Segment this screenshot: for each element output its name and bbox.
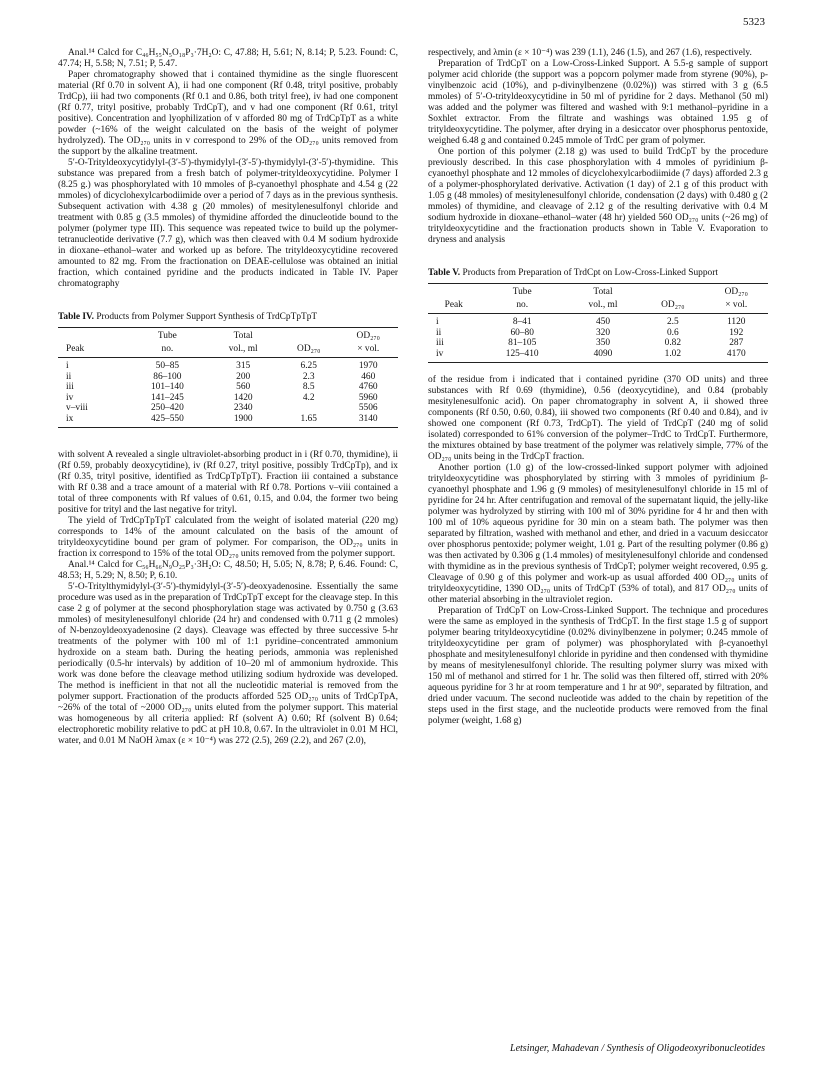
table-cell: 1420 [233, 392, 253, 403]
table-row [58, 372, 398, 383]
column-header: OD₂₇₀ [705, 284, 768, 299]
table-cell: 200 [236, 371, 251, 382]
table-row [58, 414, 398, 428]
paragraph: Another portion (1.0 g) of the low-crossed-linked support polymer with adjoined trityldeoxycytidine was phosphorylated by stirring with 3 mmoles of pyridinium β-cyanoethyl phosphate and 1.96 g (9 mmoles) of mesitylenesulfonyl chloride in 15 ml of pyridine for 24 hr. After centrifugation and removal of the supernatant liquid, the jelly-like polymer was hydrolyzed by stirring with 100 ml of 30% pyridine for 4 hr and then with 100 ml of 10% aqueous pyridine for 30 min on a steam bath. The polymer was then separated by filtration, washed with methanol and ether, and dried in a vacuum desiccator over phosphorus pentoxide; polymer weight, 1.01 g. Part of the resulting polymer (0.86 g) was then activated by 0.306 g (1.4 mmoles) of mesitylenesulfonyl chloride and condensed with thymidine as in the previous synthesis of TrdCpT; polymer weight recovered, 0.95 g. Cleavage of 0.90 g of this polymer and work-up as usual afforded 400 OD₂₇₀ units of trityldeoxycytidine, 1390 OD₂₇₀ units of TrdCpT (53% of total), and 817 OD₂₇₀ units of other material absorbing in the ultraviolet region. [428, 463, 768, 605]
table-row [428, 349, 768, 363]
table-cell: 125–410 [480, 349, 565, 363]
table-caption [58, 312, 398, 323]
paragraph: Anal.¹⁴ Calcd for C₅₆H₆₆N₉O₂₅P₃·3H₂O: C, 48.50; H, 5.05; N, 8.78; P, 6.46. Found: C, 48.53; H, 5.29; N, 8.50; P, 6.10. [58, 560, 398, 581]
table-cell: 5506 [358, 403, 378, 413]
column-header: no. [480, 299, 565, 314]
table-cell [279, 403, 338, 414]
table-cell: ix [58, 414, 127, 428]
paragraph: 5′-O-Tritylthymidylyl-(3′-5′)-thymidylyl-(3′-5′)-deoxyadenosine. Essentially the same procedure was used as in the preparation of TrdCpTpT except for the cleavage step. In this case 2 g of polymer at the second phosphorylation stage was activated by 0.750 g (3.63 mmoles) of mesitylenesulfonyl chloride (24 hr) and condensed with 0.711 g (2 mmoles) of N-benzoyldeoxyadenosine (2 days). Cleavage was effected by three successive 5-hr treatments of the polymer with 100 ml of 1:1 pyridine–concentrated ammonium hydroxide on a steam bath. During the heating periods, ammonia was replenished periodically (0.5-hr intervals) by addition of 10–20 ml of ammonium hydroxide. This work was done before the cleavage method utilizing sodium hydroxide was developed. The method is inefficient in that not all the nucleotidic material is removed from the polymer support. Fractionation of the products afforded 525 OD₂₇₀ units of TrdCpTpA, ~26% of the total of ~2000 OD₂₇₀ units eluted from the polymer support. This material was homogeneous by all criteria applied: Rf (solvent A) 0.60; Rf (solvent B) 0.64; electrophoretic mobility relative to pdC at pH 10.8, 0.67. In the ultraviolet in 0.01 M HCl, water, and 0.01 M NaOH λmax (ε × 10⁻⁴) was 272 (2.5), 269 (2.2), and 267 (2.0), [58, 582, 398, 746]
column-header: × vol. [338, 343, 398, 358]
column-header: Tube [480, 284, 565, 299]
table-cell: 350 [595, 338, 611, 348]
left-paragraphs-bottom [58, 450, 398, 747]
table-cell: 60–80 [510, 327, 534, 338]
table-cell: v–viii [66, 403, 88, 413]
table-cell: 1.02 [641, 349, 704, 363]
table-caption [428, 268, 768, 279]
table-label: Table IV. [58, 312, 94, 322]
data-table [58, 327, 398, 428]
paragraph: of the residue from i indicated that i contained pyridine (370 OD units) and three substances with Rf 0.69 (thymidine), 0.56 (deoxycytidine), and 0.84 (probably mesitylenesulfonic acid). On paper chromatography in solvent A, ii showed three components (Rf 0.50, 0.60, 0.84), iii showed two components (Rf 0.40 and 0.84), and iv showed one component (Rf 0.73, TrdCpT). The yield of TrdCpT (240 mg of solid isolated) corresponded to 61% conversion of the polymer–TrdC to TrdCpT. Furthermore, the mixtures obtained by base treatment of the polymer was relatively simple, 77% of the OD₂₇₀ units being in the TrdCpT fraction. [428, 375, 768, 462]
table-cell: 1970 [358, 361, 378, 371]
right-paragraphs-bottom [428, 375, 768, 727]
column-header: Tube [127, 328, 207, 343]
table-v [428, 268, 768, 363]
table-cell: ii [436, 327, 442, 338]
table-cell: 1120 [727, 317, 746, 327]
column-header: OD₂₇₀ [279, 343, 338, 358]
table-cell: i [436, 317, 439, 327]
table-cell: i [66, 361, 69, 371]
table-cell: 50–85 [155, 361, 180, 371]
table-cell: 8.5 [302, 382, 315, 392]
paragraph: with solvent A revealed a single ultraviolet-absorbing product in i (Rf 0.70, thymidine), ii (Rf 0.59, probably deoxycytidine), iv (Rf 0.27, trityl positive, possibly TrdCpTp), and ix (Rf 0.35, trityl positive, identified as TrdCpTpTpT). Fraction iii contained a substance with Rf 0.38 and a trace amount of a material with Rf 0.78. Portions v–viii contained a total of three components with Rf values of 0.61, 0.15, and 0.04, the former two being positive for trityl and the last negative for trityl. [58, 450, 398, 515]
column-header [58, 328, 127, 343]
running-footer: Letsinger, Mahadevan / Synthesis of Oligodeoxyribonucleotides [510, 1043, 765, 1054]
column-header: no. [127, 343, 207, 358]
table-cell: 192 [729, 327, 744, 338]
table-title: Products from Polymer Support Synthesis of TrdCpTpTpT [96, 312, 318, 322]
paragraph: One portion of this polymer (2.18 g) was used to build TrdCpT by the procedure previously described. In this case phosphorylation with 4 mmoles of pyridinium β-cyanoethyl phosphate and 12 mmoles of dicyclohexylcarbodiimide (7 days) afforded 2.3 g of a polymer-phosphorylated derivative. Activation (1 day) of 2.1 g of this product with 1.05 g (48 mmoles) of mesitylenesulfonyl chloride, condensation (2 days) with 0.480 g (2 mmoles) of thymidine, and cleavage of 2.12 g of the resulting derivative with 0.4 M sodium hydroxide in dioxane–ethanol–water (48 hr) yielded 560 OD₂₇₀ units (~26 mg) of trityldeoxycytidine and the fractionation products shown in Table V. Evaporation to dryness and analysis [428, 147, 768, 245]
table-cell: iv [66, 392, 74, 403]
column-header: OD₂₇₀ [338, 328, 398, 343]
table-cell: 86–100 [153, 371, 182, 382]
table-cell: 315 [236, 361, 251, 371]
table-cell: 141–245 [150, 392, 184, 403]
column-header [279, 328, 338, 343]
table-cell: iv [428, 349, 480, 363]
table-cell: iii [66, 382, 74, 392]
table-cell: 0.82 [664, 338, 682, 348]
paragraph: Preparation of TrdCpT on a Low-Cross-Linked Support. A 5.5-g sample of support polymer acid chloride (the support was a popcorn polymer made from styrene (90%), p-vinylbenzoic acid (10%), and p-divinylbenzene (0.02%)) was stirred with 3 g (6.5 mmoles) of 5′-O-trityldeoxycytidine in 50 ml of pyridine for 2 days. Methanol (50 ml) was added and the polymer was filtered and washed with 9:1 methanol–pyridine in a Soxhlet extractor. From the filtrate and washings was obtained 1.95 g of trityldeoxycytidine. The polymer, after drying in a desiccator over phosphorus pentoxide, weighed 6.48 g and contained 0.245 mmole of TrdC per gram of polymer. [428, 59, 768, 146]
data-table [428, 283, 768, 363]
table-cell: 2.5 [666, 317, 679, 327]
table-cell: 0.6 [666, 327, 679, 338]
table-cell: 2.3 [302, 371, 315, 382]
spacer [58, 440, 398, 450]
table-row [428, 314, 768, 328]
paragraph: Preparation of TrdCpT on Low-Cross-Linked Support. The technique and procedures were the same as employed in the synthesis of TrdCpT. In the first stage 1.5 g of support polymer bearing trityldeoxycytidine (0.02% divinylbenzene in polymer; 0.245 mmole of trityldeoxycytidine per gram of polymer) was phosphorylated with β-cyanoethyl phosphate and mesitylenesulfonyl chloride in pyridine and then condensed with thymidine by means of mesitylenesulfonyl chloride. The resulting polymer slurry was mixed with 150 ml of methanol and stirred for 1 hr. The solid was then filtered off, stirred with 20% aqueous pyridine for 3 hr at room temperature and 1 hr at 90°, separated by filtration, and dried under vacuum. The second nucleotide was added to the chain by repetition of the steps used in the first stage, and the nucleotide products were removed from the final polymer (weight, 1.68 g) [428, 606, 768, 726]
paragraph: Anal.¹⁴ Calcd for C₄₆H₅₅N₅O₁₈P₃·7H₂O: C, 47.88; H, 5.61; N, 8.14; P, 5.23. Found: C, 47.74; H, 5.58; N, 7.51; P, 5.47. [58, 48, 398, 69]
right-column [428, 48, 768, 727]
table-cell: 2340 [233, 403, 253, 413]
table-label: Table V. [428, 268, 461, 278]
paragraph: Paper chromatography showed that i contained thymidine as the single fluorescent material (Rf 0.70 in solvent A), ii had one component (Rf 0.48, trityl positive, probably TrdCp), iii had two components (Rf 0.1 and 0.86, both trityl free), iv had one component (Rf 0.77, trityl positive, probably TrdCpT), and v had one component (Rf 0.61, trityl positive). Concentration and lyophilization of v afforded 80 mg of TrdCpTpT as a white powder (~16% of the weight calculated on the basis of the weight of polymer hydrolyzed). The OD₂₇₀ units in v correspond to 29% of the OD₂₇₀ units removed from the support by the alkaline treatment. [58, 70, 398, 157]
table-cell: iii [436, 338, 444, 348]
column-header: Total [207, 328, 279, 343]
paragraph: The yield of TrdCpTpTpT calculated from the weight of isolated material (220 mg) corresponds to 14% of the amount calculated on the basis of the amount of trityldeoxycytidine bound per gram of polymer. For comparison, the OD₂₇₀ units in fraction ix correspond to 15% of the total OD₂₇₀ units removed from the polymer support. [58, 516, 398, 559]
table-row [58, 403, 398, 414]
table-title: Products from Preparation of TrdCpt on Low-Cross-Linked Support [462, 268, 718, 278]
table-cell: 450 [595, 317, 611, 327]
column-header: vol., ml [207, 343, 279, 358]
left-column [58, 48, 398, 747]
paragraph: 5′-O-Trityldeoxycytidylyl-(3′-5′)-thymidylyl-(3′-5′)-thymidylyl-(3′-5′)-thymidine. This substance was prepared from a fresh batch of polymer-trityldeoxycytidine. Polymer I (8.25 g.) was phosphorylated with 10 mmoles of β-cyanoethyl phosphate and 4.54 g (22 mmoles) of dicyclohexylcarbodiimide over a period of 7 days as in the previous synthesis. Subsequent activation with 4.38 g (20 mmoles) of mesitylenesulfonyl chloride and treatment with 0.85 g (3.5 mmoles) of thymidine afforded the dinucleotide bound to the polymer (polymer type III). This sequence was repeated twice to build up the polymer-tetranucleotide derivative (7.7 g), which was then cleaved with 0.4 M sodium hydroxide in dioxane–ethanol–water and worked up as before. The trityldeoxycytidine recovered amounted to 82 mg. From the fractionation on DEAE-cellulose was obtained an initial fraction, which contained pyridine and the products indicated in Table IV. Paper chromatography [58, 158, 398, 289]
column-header: vol., ml [565, 299, 641, 314]
column-header: Total [565, 284, 641, 299]
table-row [58, 382, 398, 393]
right-paragraphs-top [428, 48, 768, 246]
table-cell: 1900 [207, 414, 279, 428]
table-row [58, 393, 398, 404]
column-header [641, 284, 704, 299]
table-cell: 460 [361, 371, 376, 382]
table-row [428, 338, 768, 349]
table-cell: 4.2 [302, 392, 315, 403]
column-header: × vol. [705, 299, 768, 314]
table-cell: ii [66, 371, 72, 382]
table-iv [58, 312, 398, 428]
table-cell: 320 [595, 327, 611, 338]
table-row [58, 358, 398, 372]
table-cell: 3140 [338, 414, 398, 428]
column-header: Peak [428, 299, 480, 314]
table-cell: 101–140 [150, 382, 184, 392]
table-cell: 8–41 [512, 317, 532, 327]
table-cell: 81–105 [508, 338, 537, 348]
table-cell: 1.65 [279, 414, 338, 428]
table-cell: 250–420 [150, 403, 184, 413]
paragraph: respectively, and λmin (ε × 10⁻⁴) was 239 (1.1), 246 (1.5), and 267 (1.6), respectively. [428, 48, 752, 58]
left-paragraphs-top [58, 48, 398, 290]
table-cell: 425–550 [127, 414, 207, 428]
table-cell: 4170 [705, 349, 768, 363]
column-header: Peak [58, 343, 127, 358]
table-cell: 5960 [358, 392, 378, 403]
table-cell: 287 [729, 338, 744, 348]
table-cell: 6.25 [300, 361, 317, 371]
table-cell: 4090 [565, 349, 641, 363]
table-row [428, 328, 768, 339]
table-cell: 4760 [358, 382, 378, 392]
table-cell: 560 [236, 382, 251, 392]
column-header: OD₂₇₀ [641, 299, 704, 314]
page-number: 5323 [743, 16, 765, 28]
column-header [428, 284, 480, 299]
